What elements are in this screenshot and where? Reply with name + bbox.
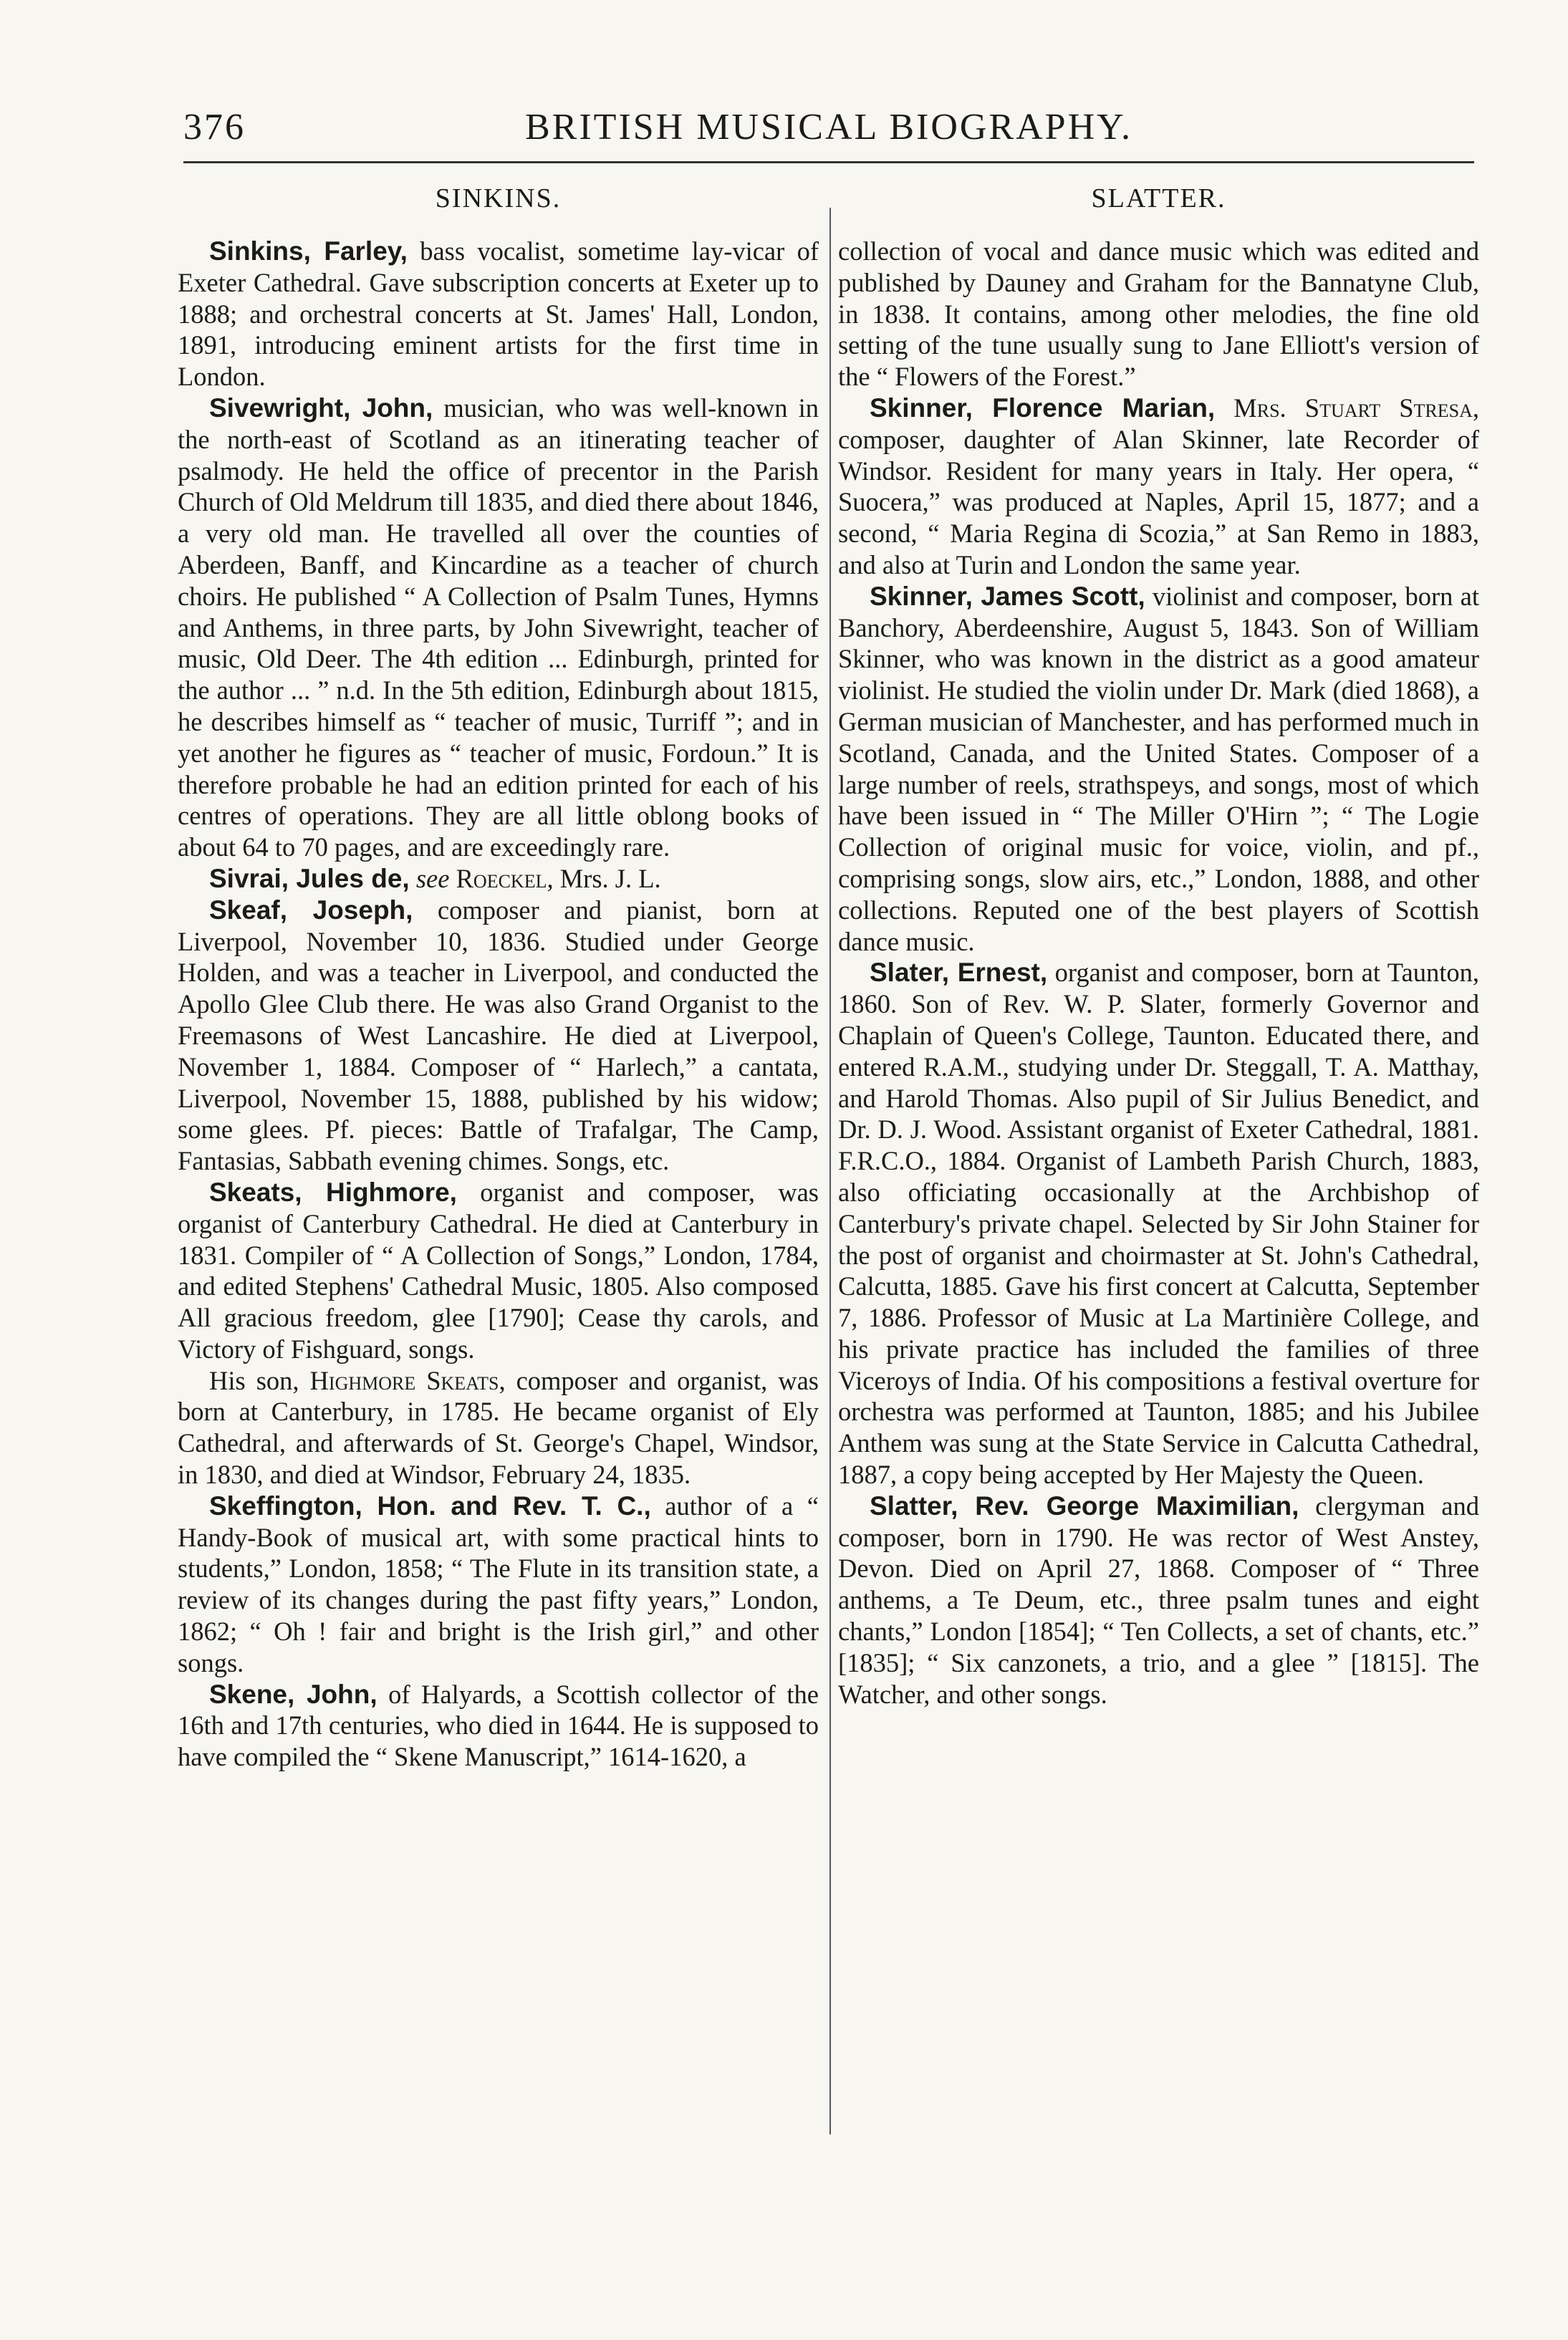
entry-headword: Skeffington, Hon. and Rev. T. C.,: [209, 1491, 651, 1521]
right-column: [838, 183, 1479, 2267]
entry-skinner-james: [838, 581, 1479, 958]
page-header: [183, 99, 1474, 156]
entry-text: of Halyards, a Scottish collector of the 16th and 17th centuries, who died in 1644. He is supposed to have compiled the “ Skene Manuscript,” 1614-1620, a: [178, 1679, 819, 1772]
see-reference: see: [409, 863, 456, 893]
entry-headword: Skene, John,: [209, 1679, 377, 1709]
entry-sivewright: [178, 393, 819, 863]
entry-headword: Sivewright, John,: [209, 393, 433, 423]
header-rule: [183, 161, 1474, 163]
entry-continuation: collection of vocal and dance music which was edited and published by Dauney and Graham for the Bannatyne Club, in 1838. It contains, among other melodies, the fine old setting of the tune usually sung to Jane Elliott's version of the “ Flowers of the Forest.”: [838, 236, 1479, 392]
left-column: [178, 183, 819, 2267]
entry-text: organist and composer, was organist of Canterbury Cathedral. He died at Canterbury in 1831. Compiler of “ A Collection of Songs,” London, 1784, and edited Stephens' Cathedral Music, 1805. Also composed All gracious freedom, glee [1790]; Cease thy carols, and Victory of Fishguard, songs.: [178, 1177, 819, 1364]
entry-skinner-florence: [838, 393, 1479, 581]
entry-headword: Slatter, Rev. George Maximilian,: [870, 1491, 1299, 1521]
entry-text: His son,: [209, 1365, 310, 1395]
entry-headword: Slater, Ernest,: [870, 958, 1048, 988]
entry-skeats-son: [178, 1365, 819, 1491]
entry-text: , Mrs. J. L.: [547, 863, 661, 893]
entry-text: violinist and composer, born at Banchory, Aberdeenshire, August 5, 1843. Son of William Skinner, who was known in the district as a good amateur violinist. He studied the violin under Dr. Mark (died 1868), a German musician of Manchester, and has performed much in Scotland, Canada, and the United States. Composer of a large number of reels, strathspeys, and songs, most of which have been issued in “ The Miller O'Hirn ”; “ The Logie Collection of original music for voice, violin, and pf., comprising songs, slow airs, etc.,” London, 1888, and other collections. Reputed one of the best players of Scottish dance music.: [838, 581, 1479, 956]
entry-sinkins: [178, 236, 819, 393]
entry-text: organist and composer, born at Taunton, 1860. Son of Rev. W. P. Slater, formerly Governor and Chaplain of Queen's College, Taunton. Educated there, and entered R.A.M., studying under Dr. Steggall, T. A. Matthay, and Harold Thomas. Also pupil of Sir Julius Benedict, and Dr. D. J. Wood. Assistant organist of Exeter Cathedral, 1881. F.R.C.O., 1884. Organist of Lambeth Parish Church, 1883, also officiating occasionally at the Archbishop of Canterbury's private chapel. Selected by Sir John Stainer for the post of organist and choirmaster at St. John's Cathedral, Calcutta, 1885. Gave his first concert at Calcutta, September 7, 1886. Professor of Music at La Martinière College, and his private practice has included the families of three Viceroys of India. Of his compositions a festival overture for orchestra was performed at Taunton, 1885; and his Jubilee Anthem was sung at the State Service in Calcutta Cathedral, 1887, a copy being accepted by Her Majesty the Queen.: [838, 958, 1479, 1490]
entry-text: , composer, daughter of Alan Skinner, late Recorder of Windsor. Resident for many years in Italy. Her opera, “ Suocera,” was produced at Naples, April 15, 1877; and a second, “ Maria Regina di Scozia,” at San Remo in 1883, and also at Turin and London the same year.: [838, 393, 1479, 579]
running-title: BRITISH MUSICAL BIOGRAPHY.: [525, 107, 1132, 148]
column-divider: [829, 208, 831, 2134]
entry-skeaf: [178, 895, 819, 1177]
entry-headword: Sivrai, Jules de,: [209, 863, 410, 893]
entry-headword: Skeats, Highmore,: [209, 1177, 457, 1207]
entry-text: author of a “ Handy-Book of musical art, with some practical hints to students,” London, 1858; “ The Flute in its transition state, a review of its changes during the past fifty years,” London, 1862; “ Oh ! fair and bright is the Irish girl,” and other songs.: [178, 1491, 819, 1677]
entry-text: composer and pianist, born at Liverpool, November 10, 1836. Studied under George Holden, and was a teacher in Liverpool, and conducted the Apollo Glee Club there. He was also Grand Organist to the Freemasons of West Lancashire. He died at Liverpool, November 1, 1884. Composer of “ Harlech,” a cantata, Liverpool, November 15, 1888, published by his widow; some glees. Pf. pieces: Battle of Trafalgar, The Camp, Fantasias, Sabbath evening chimes. Songs, etc.: [178, 895, 819, 1176]
left-column-heading: SINKINS.: [435, 183, 562, 213]
cross-reference: Highmore Skeats: [309, 1365, 499, 1395]
entry-slater: [838, 957, 1479, 1491]
entry-skene: [178, 1679, 819, 1773]
entry-slatter: [838, 1491, 1479, 1710]
entry-text: [1215, 393, 1233, 423]
entry-text: bass vocalist, sometime lay-vicar of Exeter Cathedral. Gave subscription concerts at Exeter up to 1888; and orchestral concerts at St. James' Hall, London, 1891, introducing eminent artists for the first time in London.: [178, 236, 819, 392]
entry-headword: Sinkins, Farley,: [209, 236, 408, 266]
cross-reference: Mrs. Stuart Stresa: [1233, 393, 1473, 423]
page-number: 376: [183, 107, 246, 148]
right-column-heading: SLATTER.: [1091, 183, 1226, 213]
entry-text: musician, who was well-known in the north-east of Scotland as an itinerating teacher of psalmody. He held the office of precentor in the Parish Church of Old Meldrum till 1835, and died there about 1846, a very old man. He travelled all over the counties of Aberdeen, Banff, and Kincardine as a teacher of church choirs. He published “ A Collection of Psalm Tunes, Hymns and Anthems, in three parts, by John Sivewright, teacher of music, Old Deer. The 4th edition ... Edinburgh, printed for the author ... ” n.d. In the 5th edition, Edinburgh about 1815, he describes himself as “ teacher of music, Turriff ”; and in yet another he figures as “ teacher of music, Fordoun.” It is therefore probable he had an edition printed for each of his centres of operations. They are all little oblong books of about 64 to 70 pages, and are exceedingly rare.: [178, 393, 819, 862]
entry-sivrai: [178, 863, 819, 895]
entry-headword: Skinner, Florence Marian,: [870, 393, 1216, 423]
cross-reference: Roeckel: [456, 863, 547, 893]
entry-text: , composer and organist, was born at Canterbury, in 1785. He became organist of Ely Cathedral, and afterwards of St. George's Chapel, Windsor, in 1830, and died at Windsor, February 24, 1835.: [178, 1365, 819, 1490]
entry-text: clergyman and composer, born in 1790. He was rector of West Anstey, Devon. Died on April 27, 1868. Composer of “ Three anthems, a Te Deum, etc., three psalm tunes and eight chants,” London [1854]; “ Ten Collects, a set of chants, etc.” [1835]; “ Six canzonets, a trio, and a glee ” [1815]. The Watcher, and other songs.: [838, 1491, 1479, 1709]
entry-headword: Skinner, James Scott,: [870, 581, 1145, 611]
entry-skeats: [178, 1177, 819, 1365]
entry-headword: Skeaf, Joseph,: [209, 895, 413, 925]
entry-skeffington: [178, 1491, 819, 1679]
